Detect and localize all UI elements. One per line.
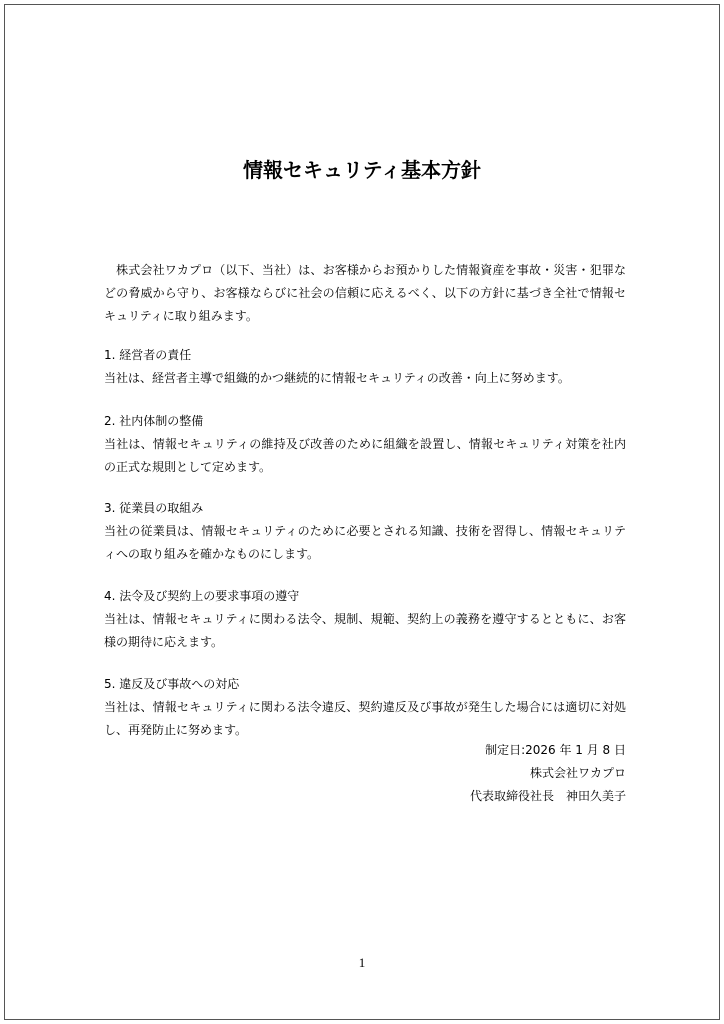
intro-line: 株式会社ワカプロ（以下、当社）は、お客様からお預かりした情報資産を事故・災害・犯罪な	[104, 263, 626, 277]
section-text: 当社は、経営者主導で組織的かつ継続的に情報セキュリティの改善・向上に努めます。	[104, 371, 570, 385]
representative-name: 代表取締役社長 神田久美子	[469, 789, 626, 803]
enactment-date: 制定日:2026 年 1 月 8 日	[485, 743, 626, 757]
section-text: し、再発防止に努めます。	[104, 723, 248, 737]
section-text: 当社は、情報セキュリティに関わる法令違反、契約違反及び事故が発生した場合には適切に対処	[104, 700, 626, 714]
intro-line: キュリティに取り組みます。	[104, 309, 258, 323]
section-text: の正式な規則として定めます。	[104, 460, 272, 474]
section-heading: 5. 違反及び事故への対応	[104, 677, 240, 691]
section-text: 当社の従業員は、情報セキュリティのために必要とされる知識、技術を習得し、情報セキュリテ	[104, 524, 626, 538]
section-text: 当社は、情報セキュリティの維持及び改善のために組織を設置し、情報セキュリティ対策を社内	[104, 437, 626, 451]
document-title: 情報セキュリティ基本方針	[243, 158, 481, 182]
intro-line: どの脅威から守り、お客様ならびに社会の信頼に応えるべく、以下の方針に基づき全社で情報セ	[104, 286, 626, 300]
section-heading: 3. 従業員の取組み	[104, 501, 204, 515]
company-name: 株式会社ワカプロ	[529, 766, 626, 780]
section-text: 当社は、情報セキュリティに関わる法令、規制、規範、契約上の義務を遵守するとともに、お客	[104, 612, 626, 626]
section-text: 様の期待に応えます。	[104, 635, 224, 649]
section-heading: 4. 法令及び契約上の要求事項の遵守	[104, 589, 300, 603]
page-number: 1	[358, 955, 366, 970]
section-heading: 1. 経営者の責任	[104, 348, 192, 362]
section-heading: 2. 社内体制の整備	[104, 414, 204, 428]
section-text: ィへの取り組みを確かなものにします。	[104, 547, 320, 561]
